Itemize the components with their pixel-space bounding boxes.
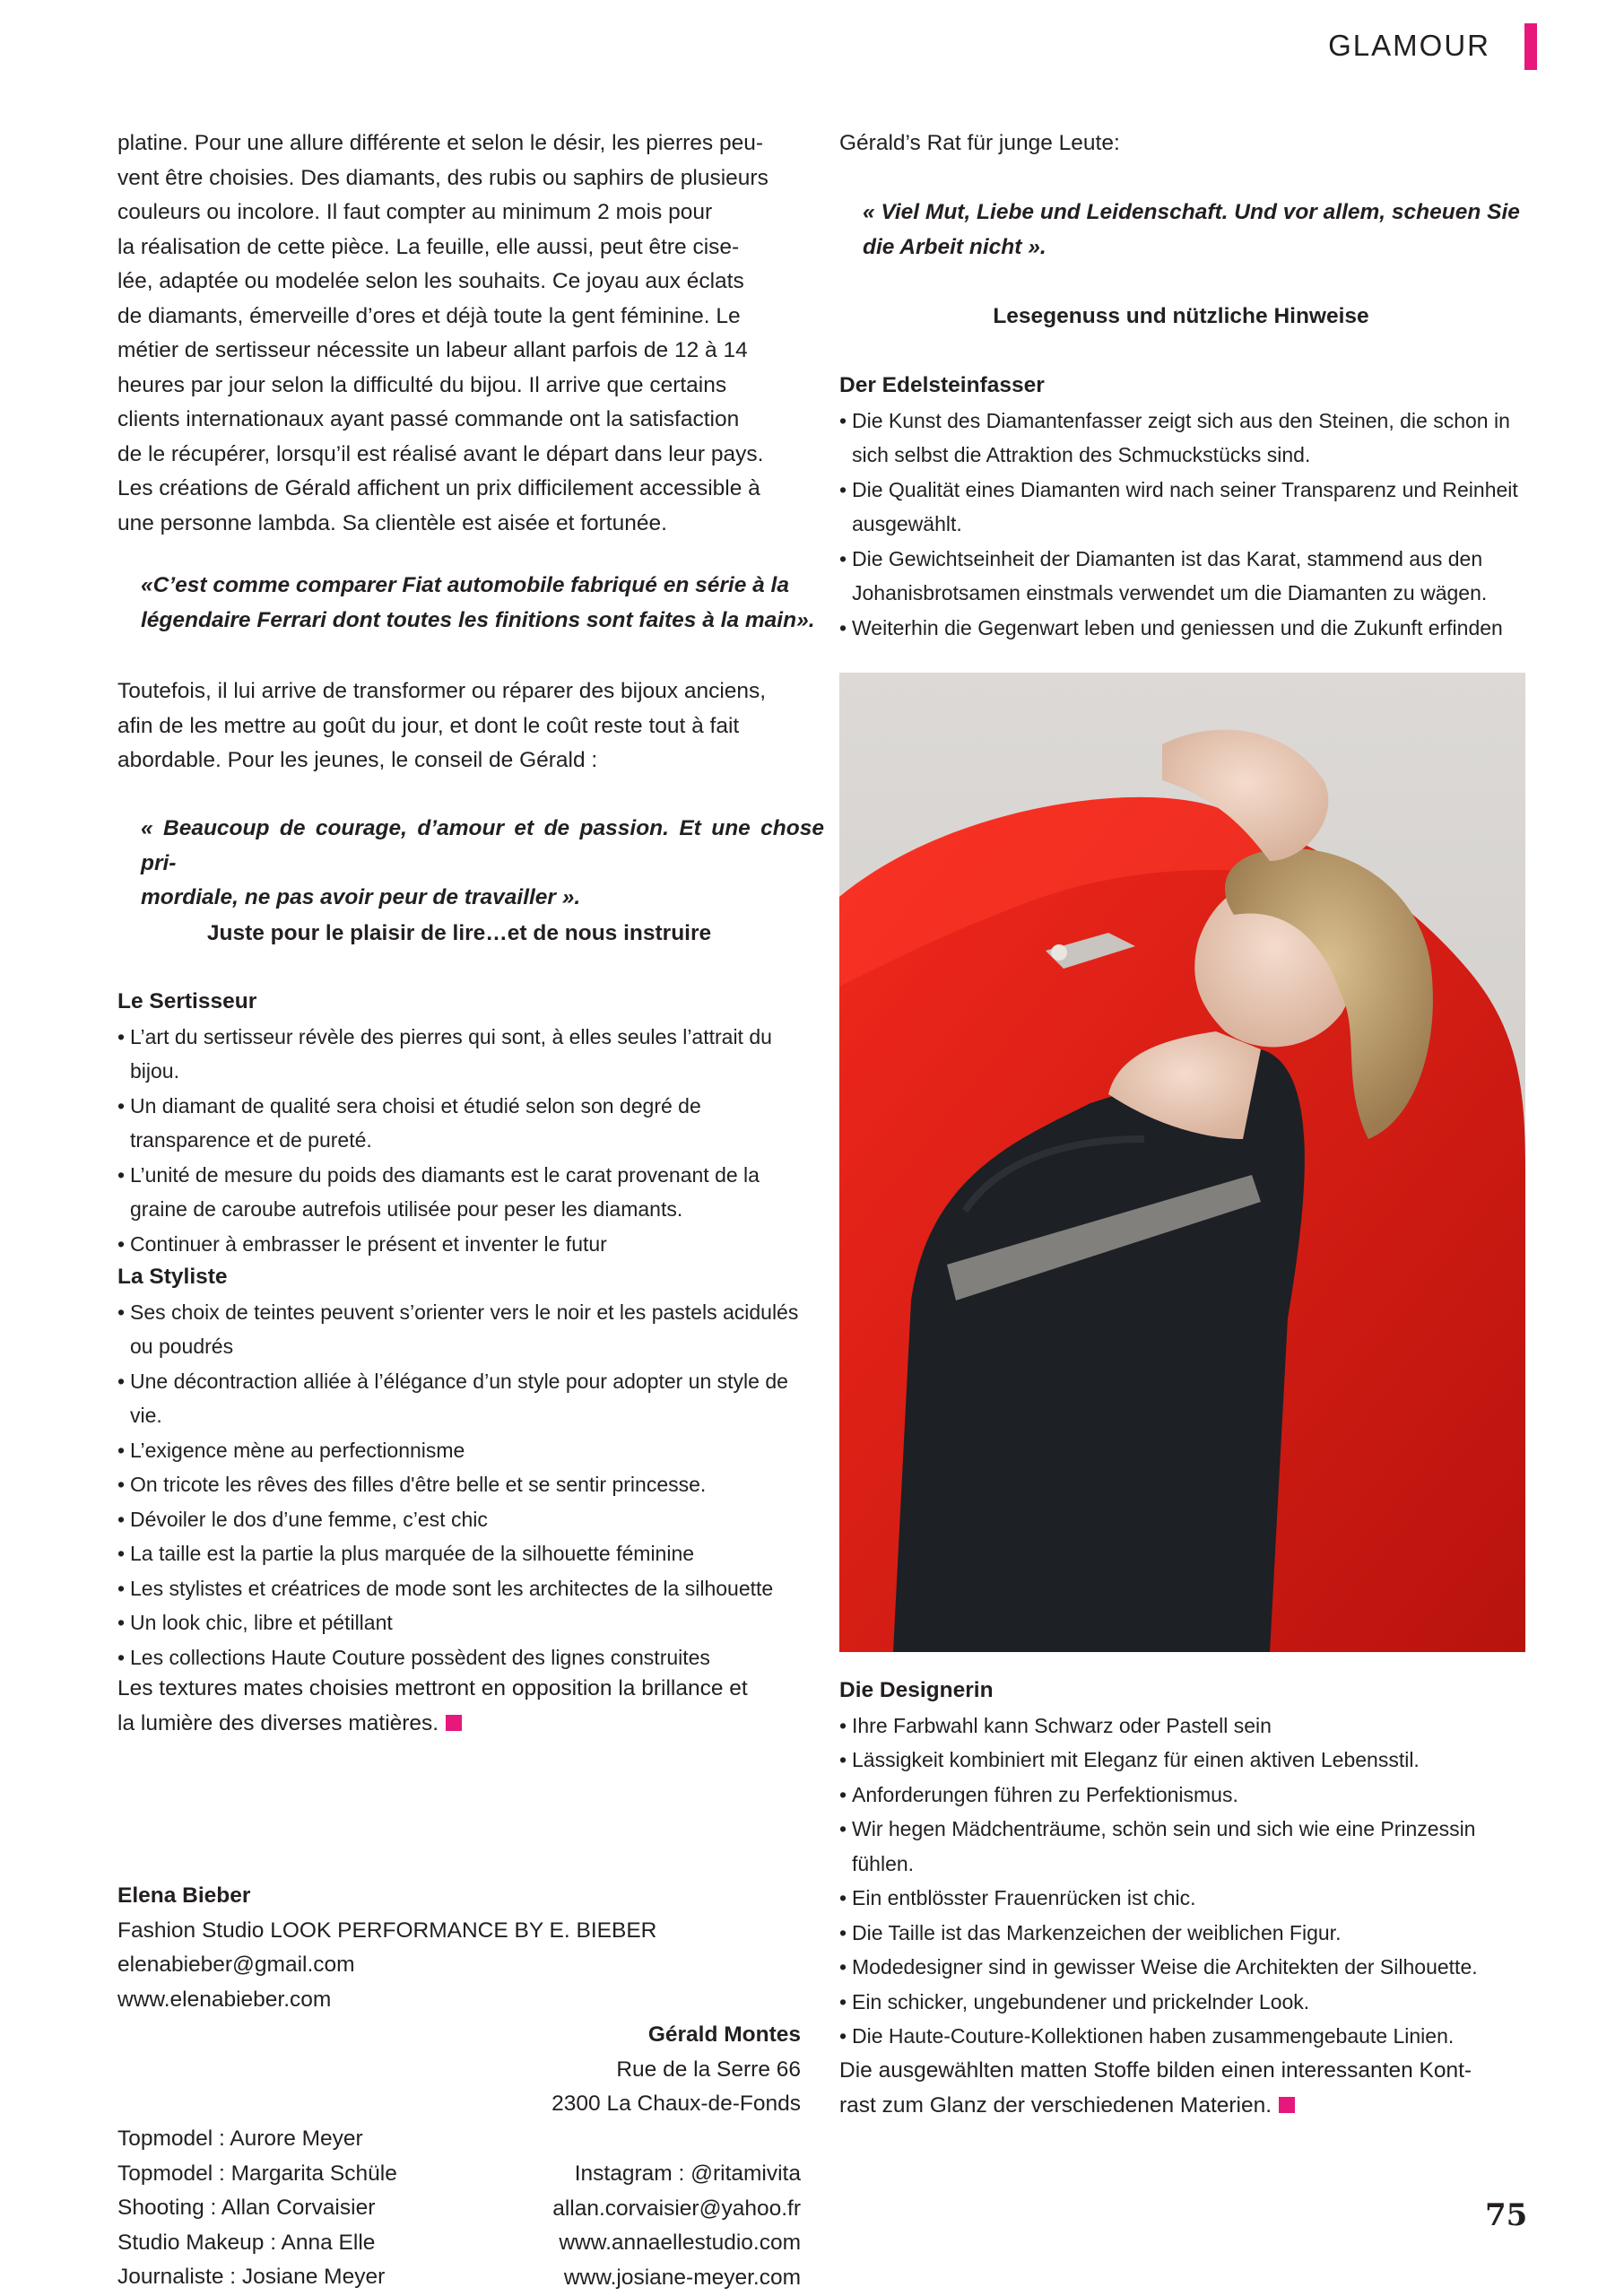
list-item: • L’exigence mène au perfectionnisme	[117, 1433, 801, 1468]
section-accent-bar	[1524, 23, 1537, 70]
list-item: • Lässigkeit kombiniert mit Eleganz für einen aktiven Lebensstil.	[839, 1743, 1523, 1778]
list-item: • Ses choix de teintes peuvent s’orienter vers le noir et les pastels acidulés ou poudrés	[117, 1295, 801, 1364]
list-item: • L’unité de mesure du poids des diamants est le carat provenant de la graine de caroube autrefois utilisée pour peser les diamants.	[117, 1158, 801, 1227]
list-item: • Die Kunst des Diamantenfasser zeigt sich aus den Steinen, die schon in sich selbst die Attraktion des Schmuckstücks sind.	[839, 404, 1523, 473]
edelstein-title: Der Edelsteinfasser	[839, 373, 1045, 397]
list-item: • Une décontraction alliée à l’élégance d’un style pour adopter un style de vie.	[117, 1364, 801, 1433]
list-item: • Modedesigner sind in gewisser Weise die Architekten der Silhouette.	[839, 1950, 1523, 1985]
list-item: • Die Gewichtseinheit der Diamanten ist das Karat, stammend aus den Johanisbrotsamen einstmals verwendet um die Diamanten zu wägen.	[839, 542, 1523, 611]
instagram-link[interactable]: Instagram : @ritamivita	[574, 2161, 801, 2186]
sertisseur-block	[117, 985, 801, 1261]
email-link[interactable]: elenabieber@gmail.com	[117, 1952, 355, 1977]
left-intro-paragraph: platine. Pour une allure différente et selon le désir, les pierres peu- vent être choisies. Des diamants, des rubis ou saphirs de plusieurs couleurs ou incolore. Il faut compter au minimum 2 mois pour la réalisation de cette pièce. La feuille, elle aussi, peut être cise- lée, adaptée ou modelée selon les souhaits. Ce joyau aux éclats de diamants, émerveille d’ores et déjà toute la gent féminine. Le métier de sertisseur nécessite un labeur allant parfois de 12 à 14 heures par jour selon la difficulté du bijou. Il arrive que certains clients internationaux ayant passé commande ont la satisfaction de le récupérer, lorsqu’il est réalisé avant le départ dans leur pays. Les créations de Gérald affichent un prix difficilement accessible à une personne lambda. Sa clientèle est aisée et fortunée.	[117, 131, 769, 535]
fashion-photo	[839, 673, 1525, 1652]
website-link[interactable]: www.josiane-meyer.com	[563, 2265, 801, 2290]
left-second-paragraph: Toutefois, il lui arrive de transformer ou réparer des bijoux anciens, afin de les mettre au goût du jour, et dont le coût reste tout à fait abordable. Pour les jeunes, le conseil de Gérald :	[117, 679, 767, 772]
list-item: • Anforderungen führen zu Perfektionismus.	[839, 1778, 1523, 1813]
credits-roles: Topmodel : Aurore Meyer Topmodel : Margarita Schüle Shooting : Allan Corvaisier Studio Makeup : Anna Elle Journaliste : Josiane Meyer	[117, 2126, 397, 2289]
list-item: • On tricote les rêves des filles d'être belle et se sentir princesse.	[117, 1467, 801, 1502]
model-on-red-chair-image	[839, 673, 1525, 1652]
list-item: • Ihre Farbwahl kann Schwarz oder Pastell sein	[839, 1709, 1523, 1744]
list-item: • Ein entblösster Frauenrücken ist chic.	[839, 1881, 1523, 1916]
list-item: • Weiterhin die Gegenwart leben und geniessen und die Zukunft erfinden	[839, 611, 1523, 646]
list-item: • Wir hegen Mädchenträume, schön sein und sich wie eine Prinzessin fühlen.	[839, 1812, 1523, 1881]
designerin-list	[839, 1709, 1523, 2054]
list-item: • Continuer à embrasser le présent et inventer le futur	[117, 1227, 801, 1262]
list-item: • Les stylistes et créatrices de mode sont les architectes de la silhouette	[117, 1571, 801, 1606]
list-item: • Die Haute-Couture-Kollektionen haben zusammengebaute Linien.	[839, 2019, 1523, 2054]
page-header	[1166, 23, 1537, 74]
styliste-title: La Styliste	[117, 1265, 228, 1289]
website-link[interactable]: www.elenabieber.com	[117, 1987, 332, 2012]
end-of-article-mark	[1279, 2097, 1295, 2113]
edelstein-list	[839, 404, 1523, 646]
sertisseur-list	[117, 1020, 801, 1262]
sertisseur-title: Le Sertisseur	[117, 989, 257, 1013]
credits-contacts	[442, 2157, 801, 2295]
credits-elena: Elena Bieber Fashion Studio LOOK PERFORMANCE BY E. BIEBER elenabieber@gmail.com www.elenabieber.com	[117, 1879, 801, 2017]
designerin-title: Die Designerin	[839, 1678, 994, 1702]
credits-gerald: Gérald Montes Rue de la Serre 66 2300 La Chaux-de-Fonds	[117, 2018, 801, 2122]
right-closing-paragraph: Die ausgewählten matten Stoffe bilden einen interessanten Kont- rast zum Glanz der verschiedenen Materien.	[839, 2058, 1472, 2118]
list-item: • Die Taille ist das Markenzeichen der weiblichen Figur.	[839, 1916, 1523, 1951]
right-lead: Gérald’s Rat für junge Leute:	[839, 131, 1120, 155]
website-link[interactable]: www.annaellestudio.com	[559, 2231, 801, 2255]
list-item: • Les collections Haute Couture possèdent des lignes construites	[117, 1640, 801, 1675]
edelstein-block	[839, 369, 1523, 645]
page-number: 75	[1485, 2197, 1528, 2233]
right-quote: « Viel Mut, Liebe und Leidenschaft. Und vor allem, scheuen Sie die Arbeit nicht ».	[863, 200, 1520, 259]
styliste-list	[117, 1295, 801, 1675]
designerin-block	[839, 1674, 1523, 2054]
credit-name-elena: Elena Bieber	[117, 1883, 251, 1908]
end-of-article-mark	[446, 1715, 462, 1731]
list-item: • Un look chic, libre et pétillant	[117, 1605, 801, 1640]
list-item: • La taille est la partie la plus marquée de la silhouette féminine	[117, 1536, 801, 1571]
section-title: GLAMOUR	[1328, 29, 1490, 62]
right-section-heading: Lesegenuss und nützliche Hinweise	[993, 304, 1369, 328]
styliste-block	[117, 1260, 801, 1674]
list-item: • L’art du sertisseur révèle des pierres qui sont, à elles seules l’attrait du bijou.	[117, 1020, 801, 1089]
list-item: • Ein schicker, ungebundener und prickelnder Look.	[839, 1985, 1523, 2020]
list-item: • Un diamant de qualité sera choisi et étudié selon son degré de transparence et de pureté.	[117, 1089, 801, 1158]
email-link[interactable]: allan.corvaisier@yahoo.fr	[552, 2196, 801, 2221]
list-item: • Die Qualität eines Diamanten wird nach seiner Transparenz und Reinheit ausgewählt.	[839, 473, 1523, 542]
left-closing-paragraph: Les textures mates choisies mettront en opposition la brillance et la lumière des diverses matières.	[117, 1676, 748, 1735]
credit-name-gerald: Gérald Montes	[647, 2022, 801, 2047]
list-item: • Dévoiler le dos d’une femme, c’est chic	[117, 1502, 801, 1537]
left-quote-ferrari: «C’est comme comparer Fiat automobile fabriqué en série à la légendaire Ferrari dont toutes les finitions sont faites à la main».	[141, 573, 815, 632]
left-section-heading: Juste pour le plaisir de lire…et de nous instruire	[206, 921, 712, 945]
left-quote-courage: « Beaucoup de courage, d’amour et de passion. Et une chose pri- mordiale, ne pas avoir peur de travailler ».	[141, 816, 824, 909]
